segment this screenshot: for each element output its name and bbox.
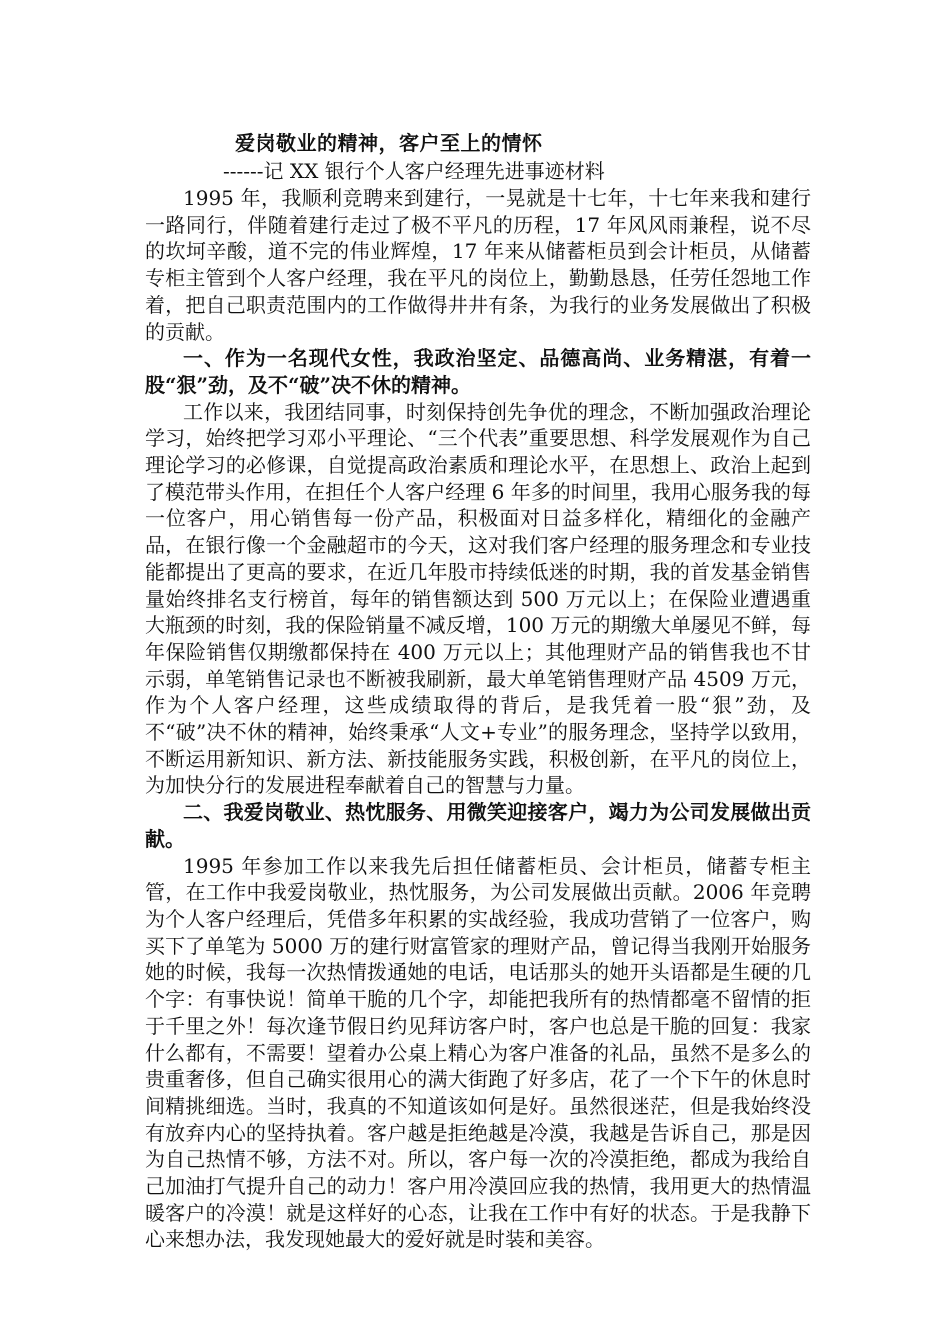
section-1-paragraph: 工作以来，我团结同事，时刻保持创先争优的理念，不断加强政治理论学习，始终把学习邓小平理论、“三个代表”重要思想、科学发展观作为自己理论学习的必修课，自觉提高政治素质和理论水平，在思想上、政治上起到了模范带头作用，在担任个人客户经理 6 年多的时间里，我用心服务我的每一位客户，用心销售每一份产品，积极面对日益多样化，精细化的金融产品，在银行像一个金融超市的今天，这对我们客户经理的服务理念和专业技能都提出了更高的要求，在近几年股市持续低迷的时期，我的首发基金销售量始终排名支行榜首，每年的销售额达到 500 万元以上；在保险业遭遇重大瓶颈的时刻，我的保险销量不减反增，100 万元的期缴大单屡见不鲜，每年保险销售仅期缴都保持在 400 万元以上；其他理财产品的销售我也不甘示弱，单笔销售记录也不断被我刷新，最大单笔销售理财产品 4509 万元，作为个人客户经理，这些成绩取得的背后，是我凭着一股“狠”劲，及不“破”决不休的精神，始终秉承“人文+专业”的服务理念，坚持学以致用，不断运用新知识、新方法、新技能服务实践，积极创新，在平凡的岗位上，为加快分行的发展进程奉献着自己的智慧与力量。 <box>145 399 811 798</box>
section-2-paragraph: 1995 年参加工作以来我先后担任储蓄柜员、会计柜员，储蓄专柜主管，在工作中我爱岗敬业，热忱服务，为公司发展做出贡献。2006 年竞聘为个人客户经理后，凭借多年积累的实战经验，我成功营销了一位客户，购买下了单笔为 5000 万的建行财富管家的理财产品，曾记得当我刚开始服务她的时候，我每一次热情拨通她的电话，电话那头的她开头语都是生硬的几个字：有事快说！简单干脆的几个字，却能把我所有的热情都毫不留情的拒于千里之外！每次逢节假日约见拜访客户时，客户也总是干脆的回复：我家什么都有，不需要！望着办公桌上精心为客户准备的礼品，虽然不是多么的贵重奢侈，但自己确实很用心的满大街跑了好多店，花了一个下午的休息时间精挑细选。当时，我真的不知道该如何是好。虽然很迷茫，但是我始终没有放弃内心的坚持执着。客户越是拒绝越是冷漠，我越是告诉自己，那是因为自己热情不够，方法不对。所以，客户每一次的冷漠拒绝，都成为我给自己加油打气提升自己的动力！客户用冷漠回应我的热情，我用更大的热情温暖客户的冷漠！就是这样好的心态，让我在工作中有好的状态。于是我静下心来想办法，我发现她最大的爱好就是时装和美容。 <box>145 853 811 1252</box>
document-subtitle: ------记 XX 银行个人客户经理先进事迹材料 <box>223 159 605 183</box>
section-heading-1: 一、作为一名现代女性，我政治坚定、品德高尚、业务精湛，有着一股“狠”劲，及不“破”决不休的精神。 <box>145 346 811 397</box>
intro-paragraph: 1995 年，我顺利竞聘来到建行，一晃就是十七年，十七年来我和建行一路同行，伴随着建行走过了极不平凡的历程，17 年风风雨兼程，说不尽的坎坷辛酸，道不完的伟业辉煌，17 年来从储蓄柜员到会计柜员，从储蓄专柜主管到个人客户经理，我在平凡的岗位上，勤勤恳恳，任劳任怨地工作着，把自己职责范围内的工作做得井井有条，为我行的业务发展做出了积极的贡献。 <box>145 186 811 344</box>
document-page <box>145 128 811 1253</box>
section-heading-2: 二、我爱岗敬业、热忱服务、用微笑迎接客户，竭力为公司发展做出贡献。 <box>145 800 811 851</box>
document-title: 爱岗敬业的精神，客户至上的情怀 <box>235 131 543 155</box>
